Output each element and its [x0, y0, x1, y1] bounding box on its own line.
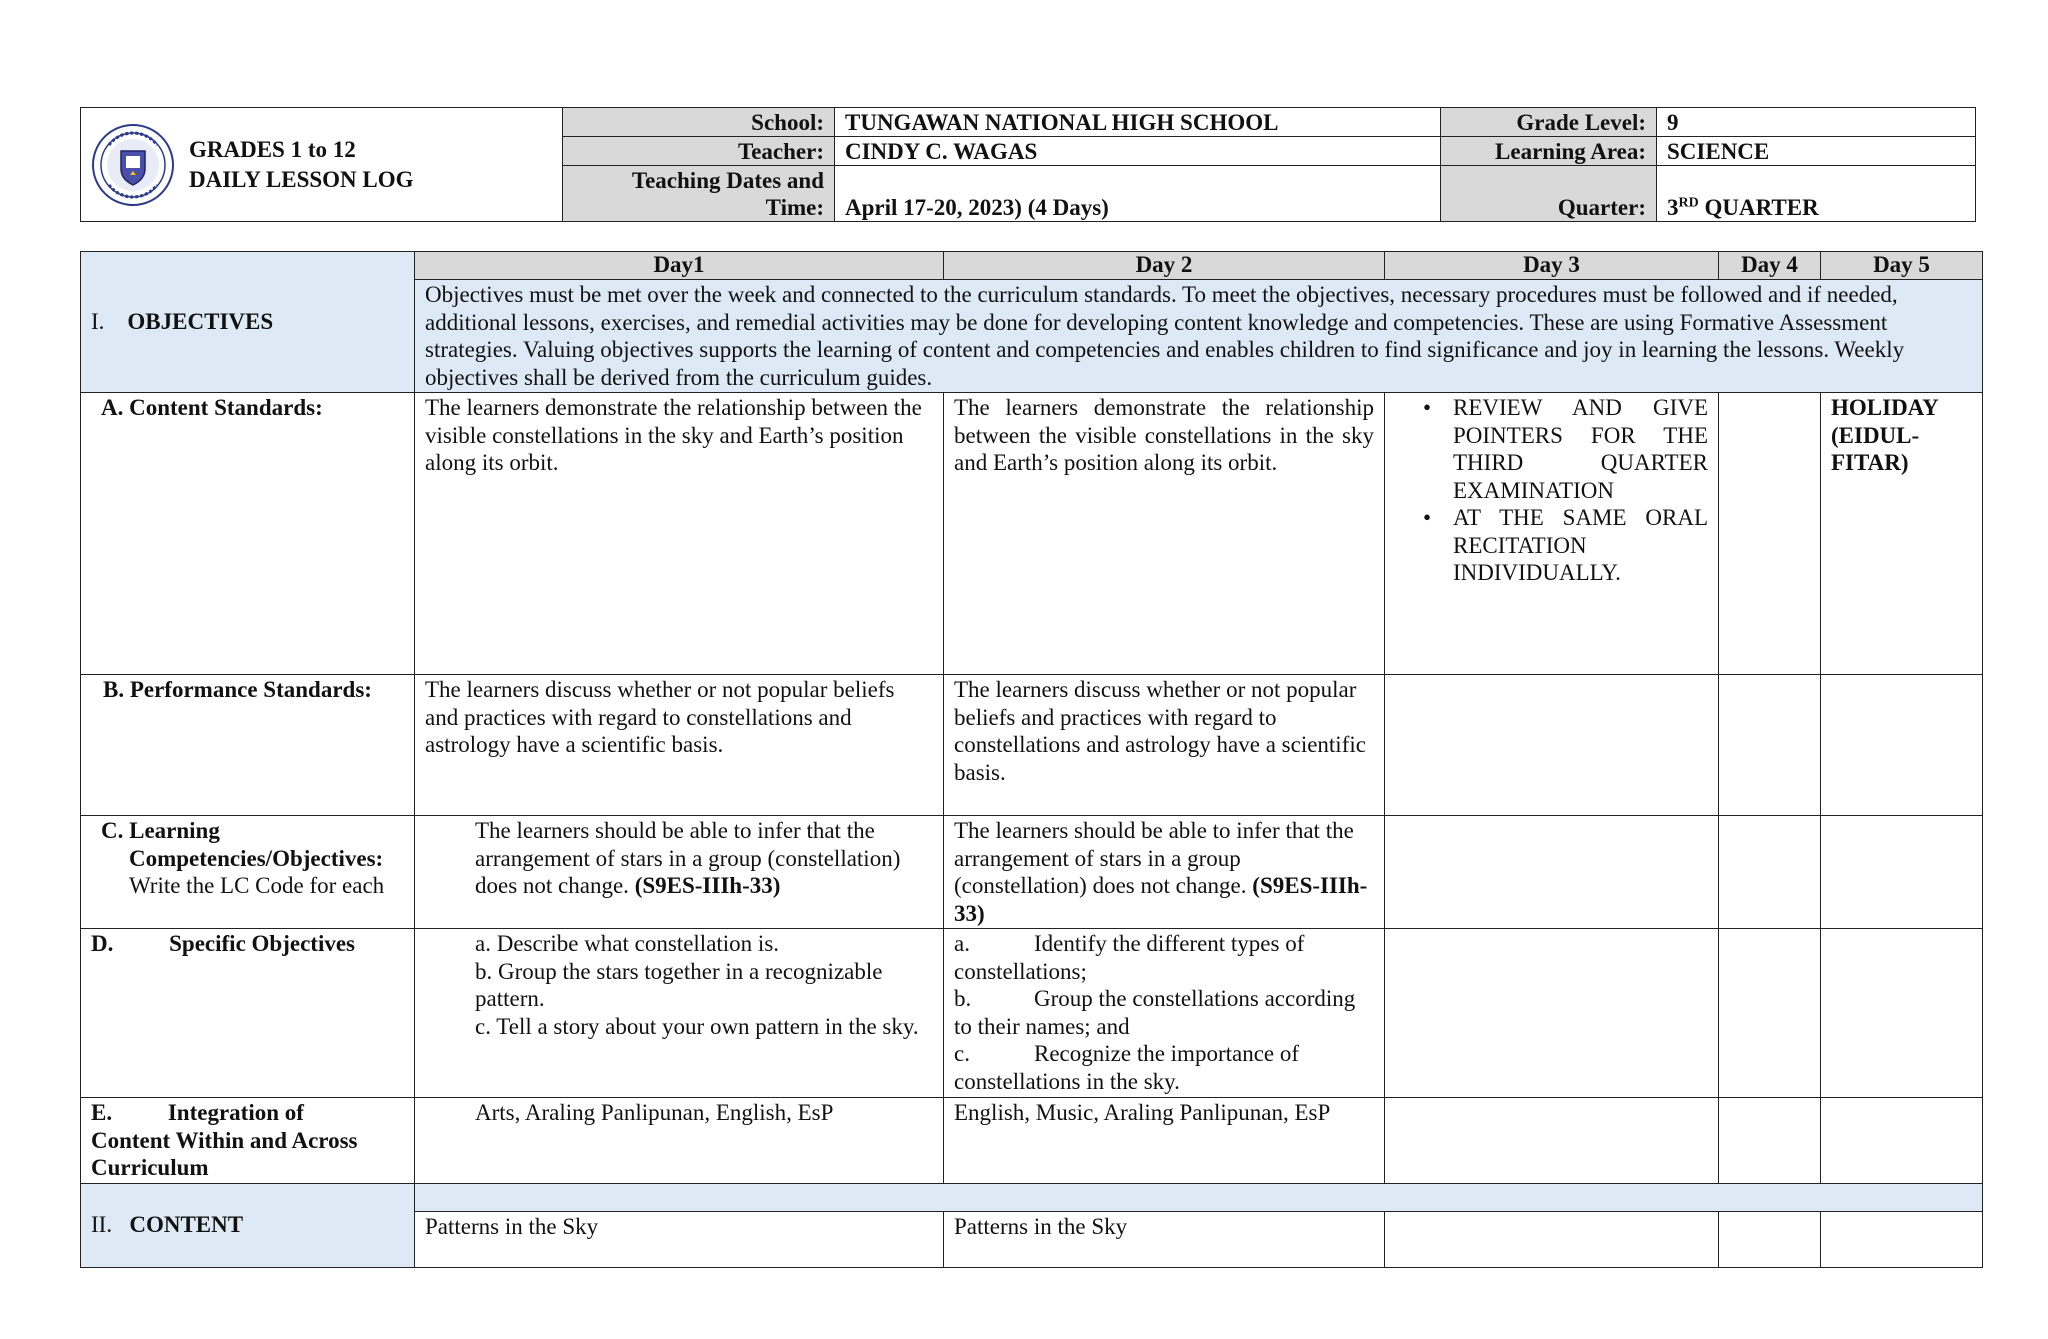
quarter-label: Quarter:	[1441, 166, 1657, 222]
item-letter: b.	[954, 986, 972, 1011]
deped-seal-icon	[91, 123, 175, 207]
dates-value: April 17-20, 2023) (4 Days)	[835, 166, 1441, 222]
integration-text1: Integration of	[167, 1100, 304, 1125]
specific-objectives-day1	[415, 929, 944, 1098]
quarter-word: QUARTER	[1704, 195, 1819, 220]
learning-competencies-day4	[1719, 816, 1821, 929]
content-day4	[1719, 1211, 1821, 1267]
content-day2: Patterns in the Sky	[944, 1211, 1385, 1267]
teacher-value: CINDY C. WAGAS	[835, 137, 1441, 166]
integration-day2: English, Music, Araling Panlipunan, EsP	[944, 1098, 1385, 1184]
objectives-section-label	[81, 252, 415, 393]
content-standards-label: A. Content Standards:	[81, 393, 415, 675]
performance-standards-day5	[1821, 675, 1983, 816]
grade-level-value: 9	[1657, 108, 1976, 137]
list-item: • AT THE SAME ORAL RECITATION INDIVIDUALLY.	[1423, 504, 1708, 587]
learning-competencies-day1	[415, 816, 944, 929]
content-day3	[1385, 1211, 1719, 1267]
learning-area-value: SCIENCE	[1657, 137, 1976, 166]
list-item: b. Group the stars together in a recognizable pattern.	[475, 958, 883, 1011]
lesson-log-table	[80, 251, 1983, 1268]
list-item: • REVIEW AND GIVE POINTERS FOR THE THIRD QUARTER EXAMINATION	[1423, 394, 1708, 504]
school-value: TUNGAWAN NATIONAL HIGH SCHOOL	[835, 108, 1441, 137]
specific-objectives-label	[81, 929, 415, 1098]
lc-day2-code: (S9ES-IIIh-33)	[954, 873, 1368, 926]
day5-header: Day 5	[1821, 252, 1983, 280]
specific-objectives-day2	[944, 929, 1385, 1098]
content-standards-day4	[1719, 393, 1821, 675]
item-letter: c.	[954, 1041, 970, 1066]
content-standards-day5: HOLIDAY (EIDUL-FITAR)	[1821, 393, 1983, 675]
performance-standards-day2: The learners discuss whether or not popular beliefs and practices with regard to constellations and astrology have a scientific basis.	[944, 675, 1385, 816]
specific-objectives-day4	[1719, 929, 1821, 1098]
content-standards-day1: The learners demonstrate the relationship between the visible constellations in the sky and Earth’s position along its orbit.	[415, 393, 944, 675]
content-standards-day2: The learners demonstrate the relationship between the visible constellations in the sky and Earth’s position along its orbit.	[944, 393, 1385, 675]
teacher-label: Teacher:	[563, 137, 835, 166]
lc-day1-code: (S9ES-IIIh-33)	[634, 873, 781, 898]
item-letter: a.	[954, 931, 970, 956]
day2-header: Day 2	[944, 252, 1385, 280]
content-numeral: II.	[91, 1212, 113, 1238]
objectives-numeral: I.	[91, 309, 105, 335]
list-item: a. Describe what constellation is.	[475, 931, 780, 956]
integration-label	[81, 1098, 415, 1184]
performance-standards-day4	[1719, 675, 1821, 816]
specific-objectives-day5	[1821, 929, 1983, 1098]
so-text: Specific Objectives	[169, 931, 355, 956]
lc-label-line2: Competencies/Objectives:	[129, 845, 384, 871]
form-title-line2: DAILY LESSON LOG	[189, 166, 414, 192]
learning-competencies-day2	[944, 816, 1385, 929]
performance-standards-day3	[1385, 675, 1719, 816]
form-title-cell	[81, 108, 563, 222]
lc-day1-text: The learners should be able to infer that the arrangement of stars in a group (constellation) does not change.	[475, 818, 901, 898]
day4-header: Day 4	[1719, 252, 1821, 280]
integration-text2: Content Within and Across Curriculum	[91, 1127, 358, 1180]
objectives-label: OBJECTIVES	[127, 309, 274, 335]
content-label: CONTENT	[129, 1212, 244, 1238]
lc-label-line1: C. Learning	[101, 818, 220, 843]
list-item: c. Tell a story about your own pattern in the sky.	[475, 1013, 919, 1039]
integration-letter: E.	[91, 1100, 113, 1125]
header-table	[80, 107, 1976, 222]
so-letter: D.	[91, 931, 114, 956]
list-item	[954, 1040, 1374, 1095]
learning-area-label: Learning Area:	[1441, 137, 1657, 166]
lc-label-line3: Write the LC Code for each	[129, 873, 385, 898]
content-day1: Patterns in the Sky	[415, 1211, 944, 1267]
dates-label	[563, 166, 835, 222]
specific-objectives-day3	[1385, 929, 1719, 1098]
dates-label-line2: Time:	[765, 194, 824, 220]
list-item	[954, 930, 1374, 985]
learning-competencies-label	[81, 816, 415, 929]
item-text: Identify the different types of constellations;	[954, 931, 1305, 984]
performance-standards-day1: The learners discuss whether or not popular beliefs and practices with regard to constellations and astrology have a scientific basis.	[415, 675, 944, 816]
day1-header: Day1	[415, 252, 944, 280]
grade-level-label: Grade Level:	[1441, 108, 1657, 137]
quarter-number: 3	[1667, 195, 1679, 220]
integration-day3	[1385, 1098, 1719, 1184]
day3-header: Day 3	[1385, 252, 1719, 280]
integration-day1: Arts, Araling Panlipunan, English, EsP	[415, 1098, 944, 1184]
integration-day5	[1821, 1098, 1983, 1184]
item-text: Group the constellations according to their names; and	[954, 986, 1356, 1039]
school-label: School:	[563, 108, 835, 137]
learning-competencies-day3	[1385, 816, 1719, 929]
quarter-ordinal: RD	[1678, 195, 1699, 211]
quarter-value	[1657, 166, 1976, 222]
learning-competencies-day5	[1821, 816, 1983, 929]
list-item	[954, 985, 1374, 1040]
form-title-line1: GRADES 1 to 12	[189, 136, 356, 162]
lc-day2-text: The learners should be able to infer that the arrangement of stars in a group (constellation) does not change.	[954, 818, 1354, 898]
item-text: Recognize the importance of constellations in the sky.	[954, 1041, 1300, 1094]
objectives-description: Objectives must be met over the week and connected to the curriculum standards. To meet the objectives, necessary procedures must be followed and if needed, additional lessons, exercises, and remedial activities may be done for developing content knowledge and competencies. These are using Formative Assessment strategies. Valuing objectives supports the learning of content and competencies and enables children to find significance and joy in learning the lessons. Weekly objectives shall be derived from the curriculum guides.	[415, 280, 1983, 393]
content-standards-day3	[1385, 393, 1719, 675]
content-spacer	[415, 1183, 1983, 1211]
day3-review-list	[1395, 394, 1708, 587]
performance-standards-label: B. Performance Standards:	[81, 675, 415, 816]
integration-day4	[1719, 1098, 1821, 1184]
content-day5	[1821, 1211, 1983, 1267]
content-section-label	[81, 1183, 415, 1267]
dates-label-line1: Teaching Dates and	[631, 167, 824, 193]
